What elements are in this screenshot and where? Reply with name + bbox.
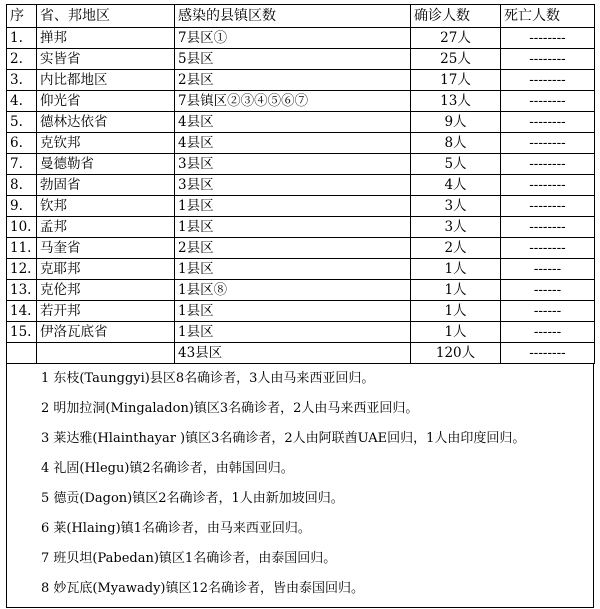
row-deaths: -------- <box>501 112 595 133</box>
total-region <box>37 343 175 364</box>
row-deaths: ------ <box>501 259 595 280</box>
table-row <box>7 154 595 175</box>
row-region: 内比都地区 <box>37 70 175 91</box>
total-deaths: -------- <box>501 343 595 364</box>
row-confirmed: 1人 <box>411 280 501 301</box>
total-row <box>7 343 595 364</box>
table-row <box>7 301 595 322</box>
row-seq: 7. <box>7 154 37 175</box>
row-seq: 14. <box>7 301 37 322</box>
footnote-2: 2 明加拉洞(Mingaladon)镇区3名确诊者，2人由马来西亚回归。 <box>41 401 419 416</box>
row-deaths: -------- <box>501 28 595 49</box>
row-region: 实皆省 <box>37 49 175 70</box>
row-county: 7县区① <box>175 28 411 49</box>
row-deaths: -------- <box>501 175 595 196</box>
row-region: 伊洛瓦底省 <box>37 322 175 343</box>
row-confirmed: 25人 <box>411 49 501 70</box>
row-county: 1县区⑧ <box>175 280 411 301</box>
row-confirmed: 1人 <box>411 322 501 343</box>
row-region: 克钦邦 <box>37 133 175 154</box>
table-row <box>7 49 595 70</box>
row-region: 马奎省 <box>37 238 175 259</box>
table-row <box>7 175 595 196</box>
case-table <box>6 4 595 364</box>
row-confirmed: 1人 <box>411 259 501 280</box>
footnote-1: 1 东枝(Taunggyi)县区8名确诊者，3人由马来西亚回归。 <box>41 371 375 386</box>
row-region: 克伦邦 <box>37 280 175 301</box>
row-county: 4县区 <box>175 133 411 154</box>
row-confirmed: 2人 <box>411 238 501 259</box>
row-confirmed: 3人 <box>411 196 501 217</box>
row-deaths: -------- <box>501 70 595 91</box>
row-seq: 15. <box>7 322 37 343</box>
row-region: 勃固省 <box>37 175 175 196</box>
row-county: 1县区 <box>175 196 411 217</box>
row-seq: 9. <box>7 196 37 217</box>
footnote-4: 4 礼固(Hlegu)镇2名确诊者，由韩国回归。 <box>41 461 294 476</box>
row-county: 3县区 <box>175 154 411 175</box>
total-seq <box>7 343 37 364</box>
row-county: 1县区 <box>175 217 411 238</box>
row-deaths: -------- <box>501 154 595 175</box>
row-region: 孟邦 <box>37 217 175 238</box>
row-seq: 1. <box>7 28 37 49</box>
row-county: 1县区 <box>175 322 411 343</box>
header-confirmed: 确诊人数 <box>411 5 501 28</box>
row-seq: 10. <box>7 217 37 238</box>
header-row <box>7 5 595 28</box>
row-confirmed: 4人 <box>411 175 501 196</box>
footnotes <box>6 364 594 608</box>
row-confirmed: 9人 <box>411 112 501 133</box>
covid-table-document <box>6 4 594 608</box>
table-row <box>7 133 595 154</box>
header-region: 省、邦地区 <box>37 5 175 28</box>
row-deaths: -------- <box>501 217 595 238</box>
table-row <box>7 70 595 91</box>
row-county: 3县区 <box>175 175 411 196</box>
row-seq: 8. <box>7 175 37 196</box>
footnote-5: 5 德贡(Dagon)镇区2名确诊者，1人由新加坡回归。 <box>41 491 344 506</box>
row-deaths: -------- <box>501 91 595 112</box>
row-region: 曼德勒省 <box>37 154 175 175</box>
table-row <box>7 112 595 133</box>
row-county: 7县镇区②③④⑤⑥⑦ <box>175 91 411 112</box>
table-body <box>7 28 595 343</box>
row-deaths: -------- <box>501 49 595 70</box>
row-deaths: -------- <box>501 196 595 217</box>
table-row <box>7 196 595 217</box>
table-row <box>7 217 595 238</box>
row-deaths: -------- <box>501 238 595 259</box>
row-county: 5县区 <box>175 49 411 70</box>
row-seq: 2. <box>7 49 37 70</box>
footnote-8: 8 妙瓦底(Myawady)镇区12名确诊者，皆由泰国回归。 <box>41 581 365 596</box>
header-seq: 序 <box>7 5 37 28</box>
row-seq: 6. <box>7 133 37 154</box>
row-region: 钦邦 <box>37 196 175 217</box>
footnote-3: 3 莱达雅(Hlainthayar )镇区3名确诊者，2人由阿联酋UAE回归，1人由印度回归。 <box>41 431 526 446</box>
row-seq: 4. <box>7 91 37 112</box>
table-row <box>7 238 595 259</box>
row-seq: 5. <box>7 112 37 133</box>
row-confirmed: 17人 <box>411 70 501 91</box>
row-region: 克耶邦 <box>37 259 175 280</box>
row-deaths: ------ <box>501 322 595 343</box>
table-row <box>7 322 595 343</box>
row-seq: 3. <box>7 70 37 91</box>
total-county: 43县区 <box>175 343 411 364</box>
table-row <box>7 280 595 301</box>
row-confirmed: 3人 <box>411 217 501 238</box>
row-county: 1县区 <box>175 301 411 322</box>
row-deaths: ------ <box>501 280 595 301</box>
row-confirmed: 8人 <box>411 133 501 154</box>
row-county: 2县区 <box>175 70 411 91</box>
row-region: 仰光省 <box>37 91 175 112</box>
row-seq: 12. <box>7 259 37 280</box>
row-seq: 11. <box>7 238 37 259</box>
row-county: 4县区 <box>175 112 411 133</box>
header-deaths: 死亡人数 <box>501 5 595 28</box>
total-confirmed: 120人 <box>411 343 501 364</box>
row-confirmed: 13人 <box>411 91 501 112</box>
table-row <box>7 259 595 280</box>
row-deaths: ------ <box>501 301 595 322</box>
header-county: 感染的县镇区数 <box>175 5 411 28</box>
row-confirmed: 27人 <box>411 28 501 49</box>
row-confirmed: 1人 <box>411 301 501 322</box>
row-confirmed: 5人 <box>411 154 501 175</box>
row-region: 掸邦 <box>37 28 175 49</box>
footnote-6: 6 莱(Hlaing)镇1名确诊者，由马来西亚回归。 <box>41 521 311 536</box>
footnote-7: 7 班贝坦(Pabedan)镇区1名确诊者，由泰国回归。 <box>41 551 337 566</box>
table-row <box>7 28 595 49</box>
row-region: 德林达依省 <box>37 112 175 133</box>
row-seq: 13. <box>7 280 37 301</box>
row-county: 1县区 <box>175 259 411 280</box>
row-deaths: -------- <box>501 133 595 154</box>
table-row <box>7 91 595 112</box>
row-region: 若开邦 <box>37 301 175 322</box>
row-county: 2县区 <box>175 238 411 259</box>
